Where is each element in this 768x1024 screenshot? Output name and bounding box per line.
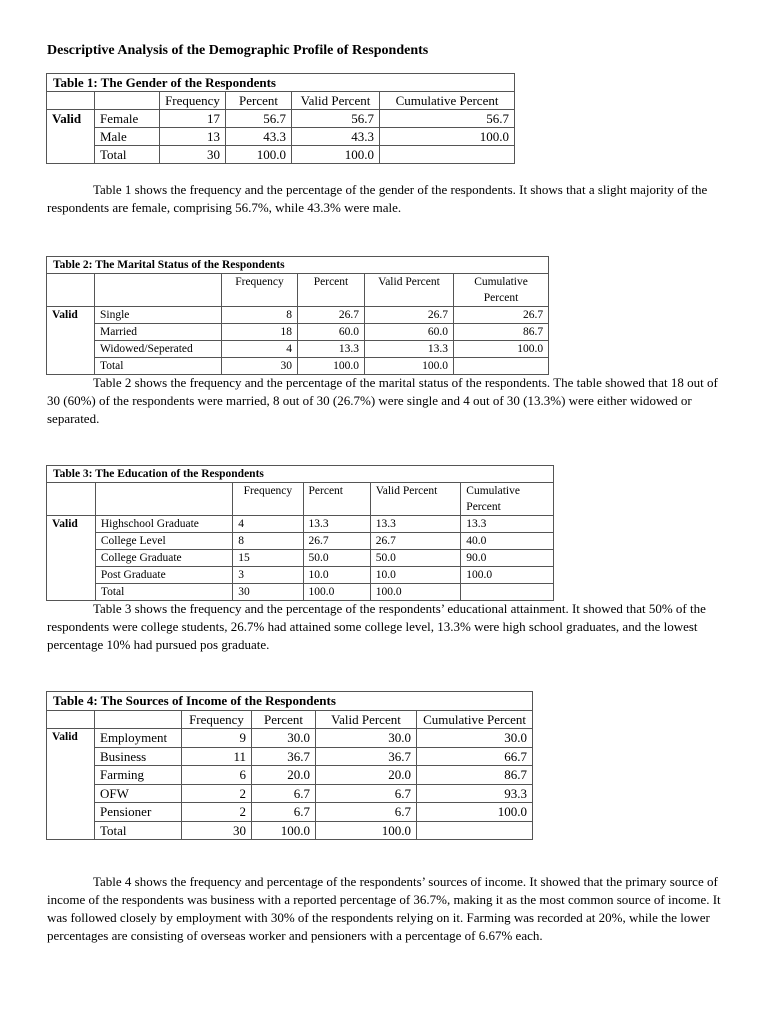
table-row [47, 146, 515, 164]
header-percent: Percent [252, 710, 316, 729]
row-group-label: Valid [47, 307, 95, 324]
cell-frequency: 9 [182, 729, 252, 748]
row-label: Post Graduate [95, 567, 232, 584]
table-row [47, 729, 533, 748]
row-label: Farming [95, 766, 182, 785]
cell-frequency: 15 [233, 550, 303, 567]
row-label: Male [95, 128, 160, 146]
cell-valid-percent: 60.0 [365, 324, 454, 341]
cell-percent: 26.7 [298, 307, 365, 324]
cell-cumulative-percent: 100.0 [461, 567, 554, 584]
cell-percent: 100.0 [252, 821, 316, 840]
cell-frequency: 30 [160, 146, 226, 164]
table-caption: Table 4: The Sources of Income of the Respondents [47, 692, 533, 711]
cell-cumulative-percent [461, 584, 554, 601]
row-group-label: Valid [47, 729, 95, 748]
table-header-row [47, 274, 549, 307]
table-row [47, 550, 554, 567]
cell-valid-percent: 13.3 [365, 341, 454, 358]
cell-cumulative-percent [454, 358, 549, 375]
row-label: Female [95, 110, 160, 128]
cell-frequency: 3 [233, 567, 303, 584]
document-title: Descriptive Analysis of the Demographic Profile of Respondents [47, 43, 429, 58]
row-label: Pensioner [95, 803, 182, 822]
cell-percent: 13.3 [298, 341, 365, 358]
cell-percent: 30.0 [252, 729, 316, 748]
cell-percent: 50.0 [303, 550, 370, 567]
table-row [47, 821, 533, 840]
cell-cumulative-percent: 66.7 [417, 747, 533, 766]
cell-valid-percent: 30.0 [316, 729, 417, 748]
table-header-row [47, 483, 554, 516]
table1-description: Table 1 shows the frequency and the percentage of the gender of the respondents. It shows that a slight majority of the respondents are female, comprising 56.7%, while 43.3% were male. [47, 182, 708, 215]
cell-valid-percent: 100.0 [370, 584, 461, 601]
cell-frequency: 13 [160, 128, 226, 146]
cell-frequency: 11 [182, 747, 252, 766]
row-label: Widowed/Seperated [95, 341, 222, 358]
row-label: Total [95, 358, 222, 375]
cell-percent: 6.7 [252, 803, 316, 822]
cell-percent: 6.7 [252, 784, 316, 803]
table-header-row [47, 710, 533, 729]
cell-cumulative-percent: 30.0 [417, 729, 533, 748]
cell-percent: 10.0 [303, 567, 370, 584]
cell-frequency: 4 [233, 516, 303, 533]
cell-valid-percent: 36.7 [316, 747, 417, 766]
cell-valid-percent: 100.0 [292, 146, 380, 164]
table-caption: Table 1: The Gender of the Respondents [47, 74, 515, 92]
marital-status-table [46, 256, 549, 375]
cell-cumulative-percent: 100.0 [380, 128, 515, 146]
table-row [47, 110, 515, 128]
header-valid-percent: Valid Percent [365, 274, 454, 307]
cell-valid-percent: 6.7 [316, 803, 417, 822]
row-label: Total [95, 584, 232, 601]
header-percent: Percent [298, 274, 365, 307]
cell-valid-percent: 100.0 [365, 358, 454, 375]
header-cumulative-percent: Cumulative Percent [454, 274, 549, 307]
header-valid-percent: Valid Percent [316, 710, 417, 729]
cell-frequency: 4 [222, 341, 298, 358]
cell-percent: 56.7 [226, 110, 292, 128]
table-row [47, 584, 554, 601]
table-row [47, 307, 549, 324]
cell-frequency: 30 [222, 358, 298, 375]
cell-percent: 100.0 [226, 146, 292, 164]
header-valid-percent: Valid Percent [370, 483, 461, 516]
cell-frequency: 30 [182, 821, 252, 840]
cell-frequency: 18 [222, 324, 298, 341]
table-row [47, 516, 554, 533]
row-label: Employment [95, 729, 182, 748]
education-table [46, 465, 554, 601]
table3-description: Table 3 shows the frequency and the percentage of the respondents’ educational attainment. It showed that 50% of the respondents were college students, 26.7% had attained some college level, 13.3% were high school graduates, and the lowest percentage 10% had pursued pos graduate. [47, 601, 706, 652]
table-row [47, 533, 554, 550]
cell-valid-percent: 26.7 [365, 307, 454, 324]
header-frequency: Frequency [233, 483, 303, 516]
cell-cumulative-percent: 86.7 [454, 324, 549, 341]
cell-valid-percent: 100.0 [316, 821, 417, 840]
table-caption: Table 3: The Education of the Respondents [47, 466, 554, 483]
cell-cumulative-percent: 26.7 [454, 307, 549, 324]
cell-percent: 100.0 [298, 358, 365, 375]
table-row [47, 128, 515, 146]
row-label: Single [95, 307, 222, 324]
table-row [47, 324, 549, 341]
row-label: Business [95, 747, 182, 766]
cell-frequency: 17 [160, 110, 226, 128]
cell-valid-percent: 13.3 [370, 516, 461, 533]
cell-cumulative-percent: 93.3 [417, 784, 533, 803]
cell-frequency: 2 [182, 803, 252, 822]
cell-cumulative-percent: 100.0 [454, 341, 549, 358]
table-row [47, 784, 533, 803]
cell-cumulative-percent: 90.0 [461, 550, 554, 567]
table2-description: Table 2 shows the frequency and the percentage of the marital status of the respondents. The table showed that 18 out of 30 (60%) of the respondents were married, 8 out of 30 (26.7%) were single and 4 out of 30 (13.3%) were either widowed or separated. [47, 375, 718, 426]
row-label: Total [95, 146, 160, 164]
cell-valid-percent: 26.7 [370, 533, 461, 550]
cell-percent: 20.0 [252, 766, 316, 785]
gender-table [46, 73, 515, 164]
table-row [47, 766, 533, 785]
row-label: College Graduate [95, 550, 232, 567]
table-row [47, 358, 549, 375]
cell-cumulative-percent: 40.0 [461, 533, 554, 550]
cell-frequency: 6 [182, 766, 252, 785]
table-row [47, 341, 549, 358]
cell-percent: 13.3 [303, 516, 370, 533]
table-row [47, 747, 533, 766]
cell-percent: 100.0 [303, 584, 370, 601]
table-caption: Table 2: The Marital Status of the Respondents [47, 257, 549, 274]
header-cumulative-percent: Cumulative Percent [380, 92, 515, 110]
row-label: Total [95, 821, 182, 840]
cell-percent: 43.3 [226, 128, 292, 146]
cell-cumulative-percent [417, 821, 533, 840]
table4-description: Table 4 shows the frequency and percentage of the respondents’ sources of income. It showed that the primary source of income of the respondents was business with a reported percentage of 36.7%, making it as the most common source of income. It was followed closely by employment with 30% of the respondents relying on it. Farming was recorded at 20%, while the lower percentages are consisting of overseas worker and pensioners with a percentage of 6.67% each. [47, 874, 721, 943]
row-label: College Level [95, 533, 232, 550]
row-group-label: Valid [47, 516, 96, 533]
cell-valid-percent: 50.0 [370, 550, 461, 567]
cell-valid-percent: 43.3 [292, 128, 380, 146]
cell-valid-percent: 56.7 [292, 110, 380, 128]
cell-valid-percent: 10.0 [370, 567, 461, 584]
row-group-label: Valid [47, 110, 95, 128]
cell-percent: 26.7 [303, 533, 370, 550]
income-source-table [46, 691, 533, 840]
row-label: OFW [95, 784, 182, 803]
cell-frequency: 30 [233, 584, 303, 601]
cell-cumulative-percent [380, 146, 515, 164]
table-row [47, 803, 533, 822]
header-percent: Percent [303, 483, 370, 516]
cell-cumulative-percent: 86.7 [417, 766, 533, 785]
cell-percent: 36.7 [252, 747, 316, 766]
header-cumulative-percent: Cumulative Percent [461, 483, 554, 516]
table-row [47, 567, 554, 584]
cell-cumulative-percent: 100.0 [417, 803, 533, 822]
header-frequency: Frequency [182, 710, 252, 729]
row-label: Married [95, 324, 222, 341]
header-cumulative-percent: Cumulative Percent [417, 710, 533, 729]
header-valid-percent: Valid Percent [292, 92, 380, 110]
row-label: Highschool Graduate [95, 516, 232, 533]
cell-cumulative-percent: 56.7 [380, 110, 515, 128]
header-frequency: Frequency [222, 274, 298, 307]
header-frequency: Frequency [160, 92, 226, 110]
table-header-row [47, 92, 515, 110]
cell-cumulative-percent: 13.3 [461, 516, 554, 533]
header-percent: Percent [226, 92, 292, 110]
cell-valid-percent: 6.7 [316, 784, 417, 803]
cell-frequency: 2 [182, 784, 252, 803]
cell-percent: 60.0 [298, 324, 365, 341]
cell-valid-percent: 20.0 [316, 766, 417, 785]
cell-frequency: 8 [233, 533, 303, 550]
cell-frequency: 8 [222, 307, 298, 324]
